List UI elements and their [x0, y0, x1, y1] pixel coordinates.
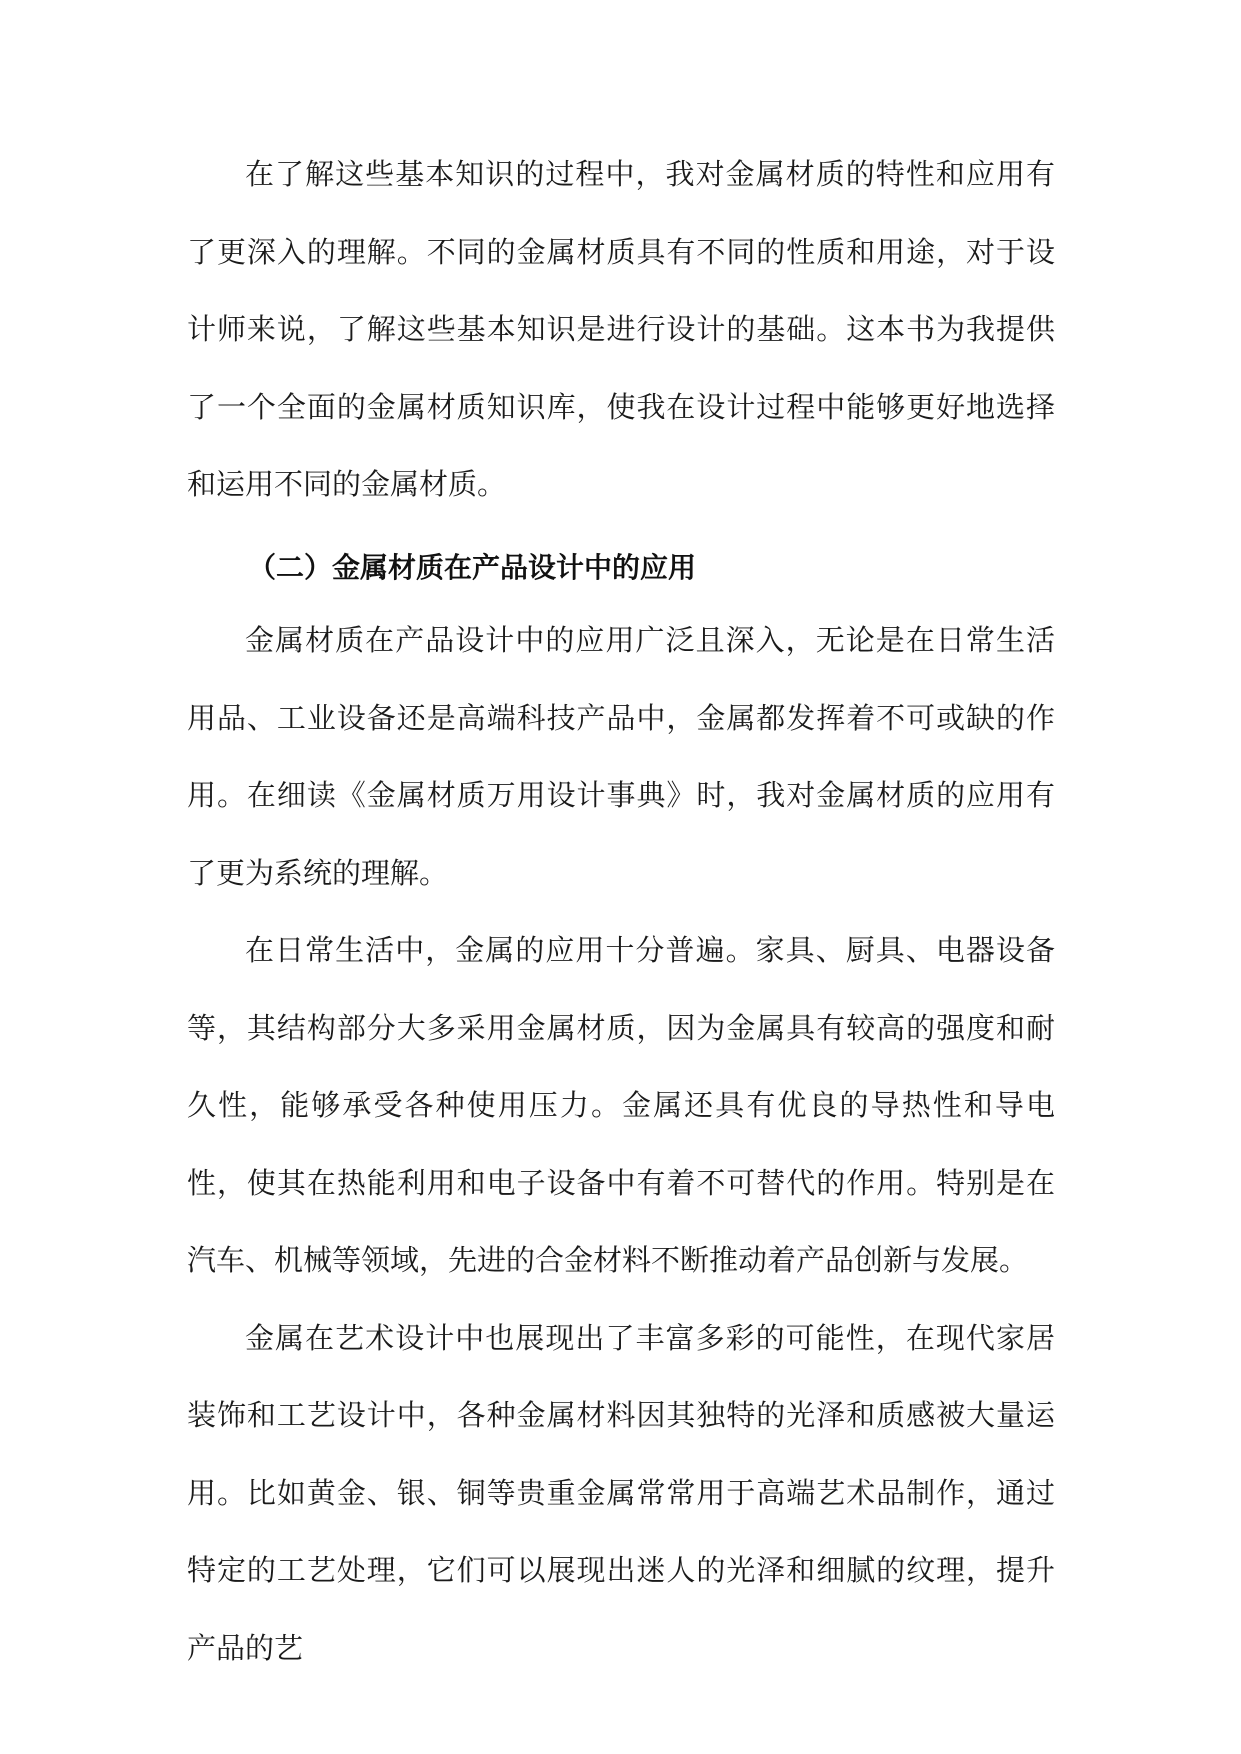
- paragraph: 金属材质在产品设计中的应用广泛且深入，无论是在日常生活用品、工业设备还是高端科技产品中，金属都发挥着不可或缺的作用。在细读《金属材质万用设计事典》时，我对金属材质的应用有了更为系统的理解。: [187, 623, 1055, 890]
- paragraph: 在日常生活中，金属的应用十分普遍。家具、厨具、电器设备等，其结构部分大多采用金属材质，因为金属具有较高的强度和耐久性，能够承受各种使用压力。金属还具有优良的导热性和导电性，使其在热能利用和电子设备中有着不可替代的作用。特别是在汽车、机械等领域，先进的合金材料不断推动着产品创新与发展。: [187, 933, 1055, 1277]
- paragraph: 在了解这些基本知识的过程中，我对金属材质的特性和应用有了更深入的理解。不同的金属材质具有不同的性质和用途，对于设计师来说，了解这些基本知识是进行设计的基础。这本书为我提供了一个全面的金属材质知识库，使我在设计过程中能够更好地选择和运用不同的金属材质。: [187, 157, 1055, 501]
- paragraph: 金属在艺术设计中也展现出了丰富多彩的可能性，在现代家居装饰和工艺设计中，各种金属材料因其独特的光泽和质感被大量运用。比如黄金、银、铜等贵重金属常常用于高端艺术品制作，通过特定的工艺处理，它们可以展现出迷人的光泽和细腻的纹理，提升产品的艺: [187, 1320, 1055, 1665]
- body-text-after-heading: [187, 602, 1055, 1687]
- body-text-before-heading: [187, 136, 1055, 524]
- section-heading: （二）金属材质在产品设计中的应用: [248, 551, 697, 584]
